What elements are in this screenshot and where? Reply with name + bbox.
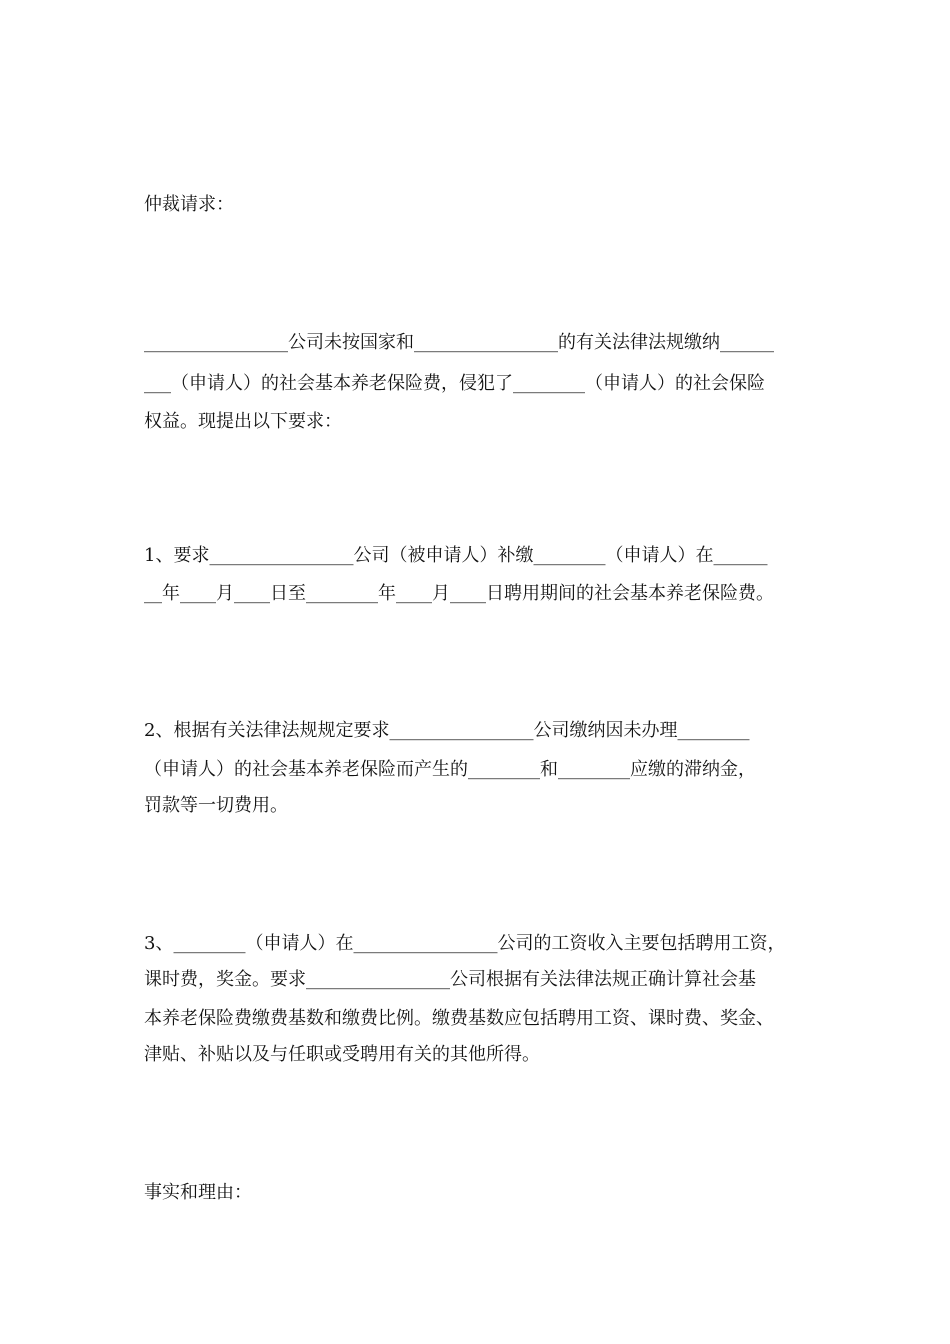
item-2-line-1: 2、根据有关法律法规规定要求________________公司缴纳因未办理________ <box>144 720 750 741</box>
item-3-line-1: 3、________（申请人）在________________公司的工资收入主要包括聘用工资， <box>144 933 786 954</box>
item-3-line-3: 本养老保险费缴费基数和缴费比例。缴费基数应包括聘用工资、课时费、奖金、 <box>144 1008 774 1029</box>
item-3-line-4: 津贴、补贴以及与任职或受聘用有关的其他所得。 <box>144 1044 540 1065</box>
item-1-line-2: __年____月____日至________年____月____日聘用期间的社会基本养老保险费。 <box>144 583 774 604</box>
item-1-line-1: 1、要求________________公司（被申请人）补缴________（申请人）在______ <box>144 545 768 566</box>
intro-line-1: ________________公司未按国家和________________的有关法律法规缴纳______ <box>144 332 774 353</box>
item-3-line-2: 课时费，奖金。要求________________公司根据有关法律法规正确计算社会基 <box>144 969 756 990</box>
intro-line-3: 权益。现提出以下要求： <box>144 411 342 432</box>
item-2-line-2: （申请人）的社会基本养老保险而产生的________和________应缴的滞纳金， <box>144 759 756 780</box>
item-2-line-3: 罚款等一切费用。 <box>144 795 288 816</box>
heading-facts-and-reasons: 事实和理由： <box>144 1182 252 1203</box>
intro-line-2: ___（申请人）的社会基本养老保险费，侵犯了________（申请人）的社会保险 <box>144 373 765 394</box>
heading-arbitration-request: 仲裁请求： <box>144 194 234 215</box>
